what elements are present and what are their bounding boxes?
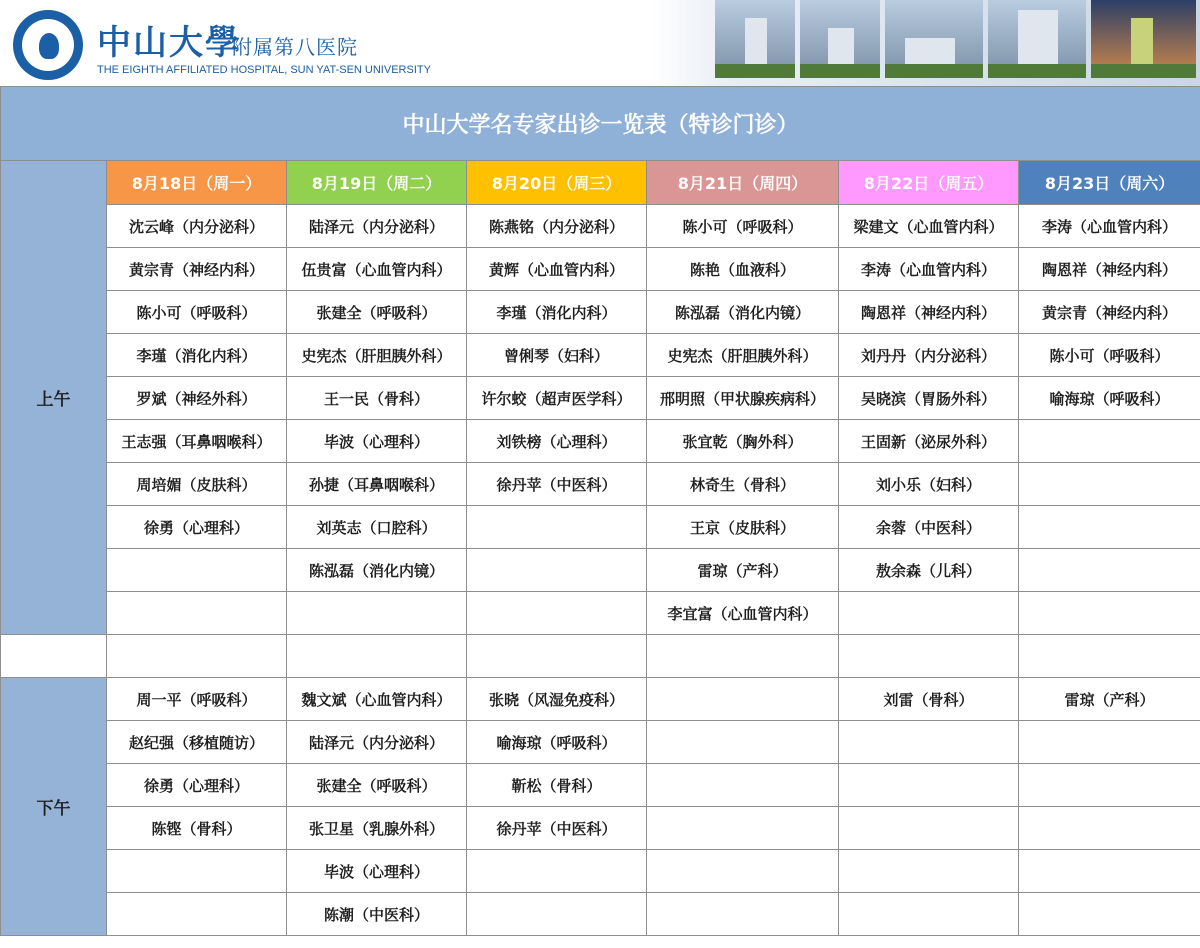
expert-cell: [839, 850, 1019, 893]
expert-cell: 孙捷（耳鼻咽喉科）: [287, 463, 467, 506]
expert-cell: 刘小乐（妇科）: [839, 463, 1019, 506]
schedule-title: 中山大学名专家出诊一览表（特诊门诊）: [1, 87, 1200, 161]
expert-cell: 黄辉（心血管内科）: [467, 248, 647, 291]
expert-cell: [1019, 807, 1200, 850]
expert-cell: 刘英志（口腔科）: [287, 506, 467, 549]
expert-cell: 林奇生（骨科）: [647, 463, 839, 506]
expert-cell: [647, 850, 839, 893]
expert-cell: 李瑾（消化内科）: [107, 334, 287, 377]
expert-cell: 敖余森（儿科）: [839, 549, 1019, 592]
gap-cell: [1019, 635, 1200, 678]
expert-cell: [839, 592, 1019, 635]
gap-cell: [107, 635, 287, 678]
expert-cell: [1019, 506, 1200, 549]
day-header: 8月19日（周二）: [287, 161, 467, 205]
expert-cell: [1019, 721, 1200, 764]
expert-cell: 张宜乾（胸外科）: [647, 420, 839, 463]
expert-cell: [107, 592, 287, 635]
expert-cell: 陈燕铭（内分泌科）: [467, 205, 647, 248]
hospital-english-name: THE EIGHTH AFFILIATED HOSPITAL, SUN YAT-SEN UNIVERSITY: [97, 64, 431, 76]
expert-cell: [107, 893, 287, 936]
expert-cell: [1019, 764, 1200, 807]
building-photo: [988, 0, 1086, 78]
expert-cell: 陶恩祥（神经内科）: [1019, 248, 1200, 291]
expert-cell: 史宪杰（肝胆胰外科）: [287, 334, 467, 377]
expert-cell: 曾俐琴（妇科）: [467, 334, 647, 377]
expert-cell: [647, 764, 839, 807]
gap-cell: [1, 635, 107, 678]
expert-cell: 张建全（呼吸科）: [287, 764, 467, 807]
expert-cell: [467, 592, 647, 635]
expert-cell: 史宪杰（肝胆胰外科）: [647, 334, 839, 377]
expert-cell: 陆泽元（内分泌科）: [287, 721, 467, 764]
expert-cell: 吴晓滨（胃肠外科）: [839, 377, 1019, 420]
expert-cell: [647, 807, 839, 850]
expert-cell: 陈小可（呼吸科）: [1019, 334, 1200, 377]
expert-cell: 余蓉（中医科）: [839, 506, 1019, 549]
expert-cell: 王固新（泌尿外科）: [839, 420, 1019, 463]
expert-cell: 刘铁榜（心理科）: [467, 420, 647, 463]
expert-cell: [839, 764, 1019, 807]
expert-cell: 王志强（耳鼻咽喉科）: [107, 420, 287, 463]
hospital-name: 附属第八医院: [232, 35, 358, 59]
expert-cell: [107, 850, 287, 893]
hospital-logo-icon: [13, 10, 83, 80]
expert-cell: [1019, 463, 1200, 506]
expert-cell: [1019, 420, 1200, 463]
expert-cell: 陈铿（骨科）: [107, 807, 287, 850]
expert-cell: 雷琼（产科）: [1019, 678, 1200, 721]
expert-cell: [1019, 893, 1200, 936]
expert-cell: 周一平（呼吸科）: [107, 678, 287, 721]
expert-cell: [467, 850, 647, 893]
expert-cell: 陶恩祥（神经内科）: [839, 291, 1019, 334]
expert-cell: 徐勇（心理科）: [107, 506, 287, 549]
day-header: 8月21日（周四）: [647, 161, 839, 205]
expert-cell: [1019, 850, 1200, 893]
expert-cell: [467, 506, 647, 549]
expert-cell: 梁建文（心血管内科）: [839, 205, 1019, 248]
expert-cell: 徐丹苹（中医科）: [467, 807, 647, 850]
expert-cell: 喻海琼（呼吸科）: [1019, 377, 1200, 420]
expert-cell: 魏文斌（心血管内科）: [287, 678, 467, 721]
day-header: 8月22日（周五）: [839, 161, 1019, 205]
expert-cell: [467, 549, 647, 592]
expert-cell: 陈潮（中医科）: [287, 893, 467, 936]
expert-cell: [647, 721, 839, 764]
expert-cell: 张晓（风湿免疫科）: [467, 678, 647, 721]
gap-cell: [287, 635, 467, 678]
gap-cell: [839, 635, 1019, 678]
expert-cell: 王京（皮肤科）: [647, 506, 839, 549]
expert-cell: 陈小可（呼吸科）: [107, 291, 287, 334]
building-photo: [800, 0, 880, 78]
expert-cell: 张卫星（乳腺外科）: [287, 807, 467, 850]
expert-cell: 雷琼（产科）: [647, 549, 839, 592]
expert-cell: 李瑾（消化内科）: [467, 291, 647, 334]
expert-cell: [839, 893, 1019, 936]
expert-cell: 陈艳（血液科）: [647, 248, 839, 291]
expert-cell: [107, 549, 287, 592]
expert-cell: 徐勇（心理科）: [107, 764, 287, 807]
expert-cell: 毕波（心理科）: [287, 850, 467, 893]
session-label-afternoon: 下午: [1, 678, 107, 936]
expert-cell: 张建全（呼吸科）: [287, 291, 467, 334]
university-name: 中山大學: [97, 23, 241, 63]
expert-cell: [287, 592, 467, 635]
expert-cell: 周培媚（皮肤科）: [107, 463, 287, 506]
expert-cell: [839, 721, 1019, 764]
expert-cell: 李宜富（心血管内科）: [647, 592, 839, 635]
expert-cell: 毕波（心理科）: [287, 420, 467, 463]
hospital-header: [0, 0, 1200, 86]
expert-cell: 陈泓磊（消化内镜）: [647, 291, 839, 334]
expert-cell: 罗斌（神经外科）: [107, 377, 287, 420]
expert-cell: 王一民（骨科）: [287, 377, 467, 420]
expert-cell: 邢明照（甲状腺疾病科）: [647, 377, 839, 420]
expert-cell: 李涛（心血管内科）: [839, 248, 1019, 291]
expert-cell: [1019, 592, 1200, 635]
expert-cell: 陈小可（呼吸科）: [647, 205, 839, 248]
gap-cell: [467, 635, 647, 678]
day-header: 8月20日（周三）: [467, 161, 647, 205]
expert-cell: 黄宗青（神经内科）: [1019, 291, 1200, 334]
expert-cell: 赵纪强（移植随访）: [107, 721, 287, 764]
expert-cell: 李涛（心血管内科）: [1019, 205, 1200, 248]
building-photo: [885, 0, 983, 78]
expert-cell: 刘雷（骨科）: [839, 678, 1019, 721]
day-header: 8月23日（周六）: [1019, 161, 1200, 205]
building-photo: [715, 0, 795, 78]
expert-cell: 沈云峰（内分泌科）: [107, 205, 287, 248]
expert-cell: 黄宗青（神经内科）: [107, 248, 287, 291]
expert-cell: 刘丹丹（内分泌科）: [839, 334, 1019, 377]
expert-cell: 徐丹苹（中医科）: [467, 463, 647, 506]
expert-cell: [647, 893, 839, 936]
expert-cell: 陆泽元（内分泌科）: [287, 205, 467, 248]
expert-cell: [467, 893, 647, 936]
expert-cell: 陈泓磊（消化内镜）: [287, 549, 467, 592]
building-photo: [1091, 0, 1196, 78]
expert-cell: [839, 807, 1019, 850]
expert-cell: [647, 678, 839, 721]
day-header: 8月18日（周一）: [107, 161, 287, 205]
expert-cell: 靳松（骨科）: [467, 764, 647, 807]
expert-cell: [1019, 549, 1200, 592]
expert-cell: 伍贵富（心血管内科）: [287, 248, 467, 291]
building-photos: [650, 0, 1200, 86]
expert-schedule-table: [0, 86, 1200, 936]
gap-cell: [647, 635, 839, 678]
expert-cell: 喻海琼（呼吸科）: [467, 721, 647, 764]
expert-cell: 许尔蛟（超声医学科）: [467, 377, 647, 420]
session-label-morning: 上午: [1, 161, 107, 635]
